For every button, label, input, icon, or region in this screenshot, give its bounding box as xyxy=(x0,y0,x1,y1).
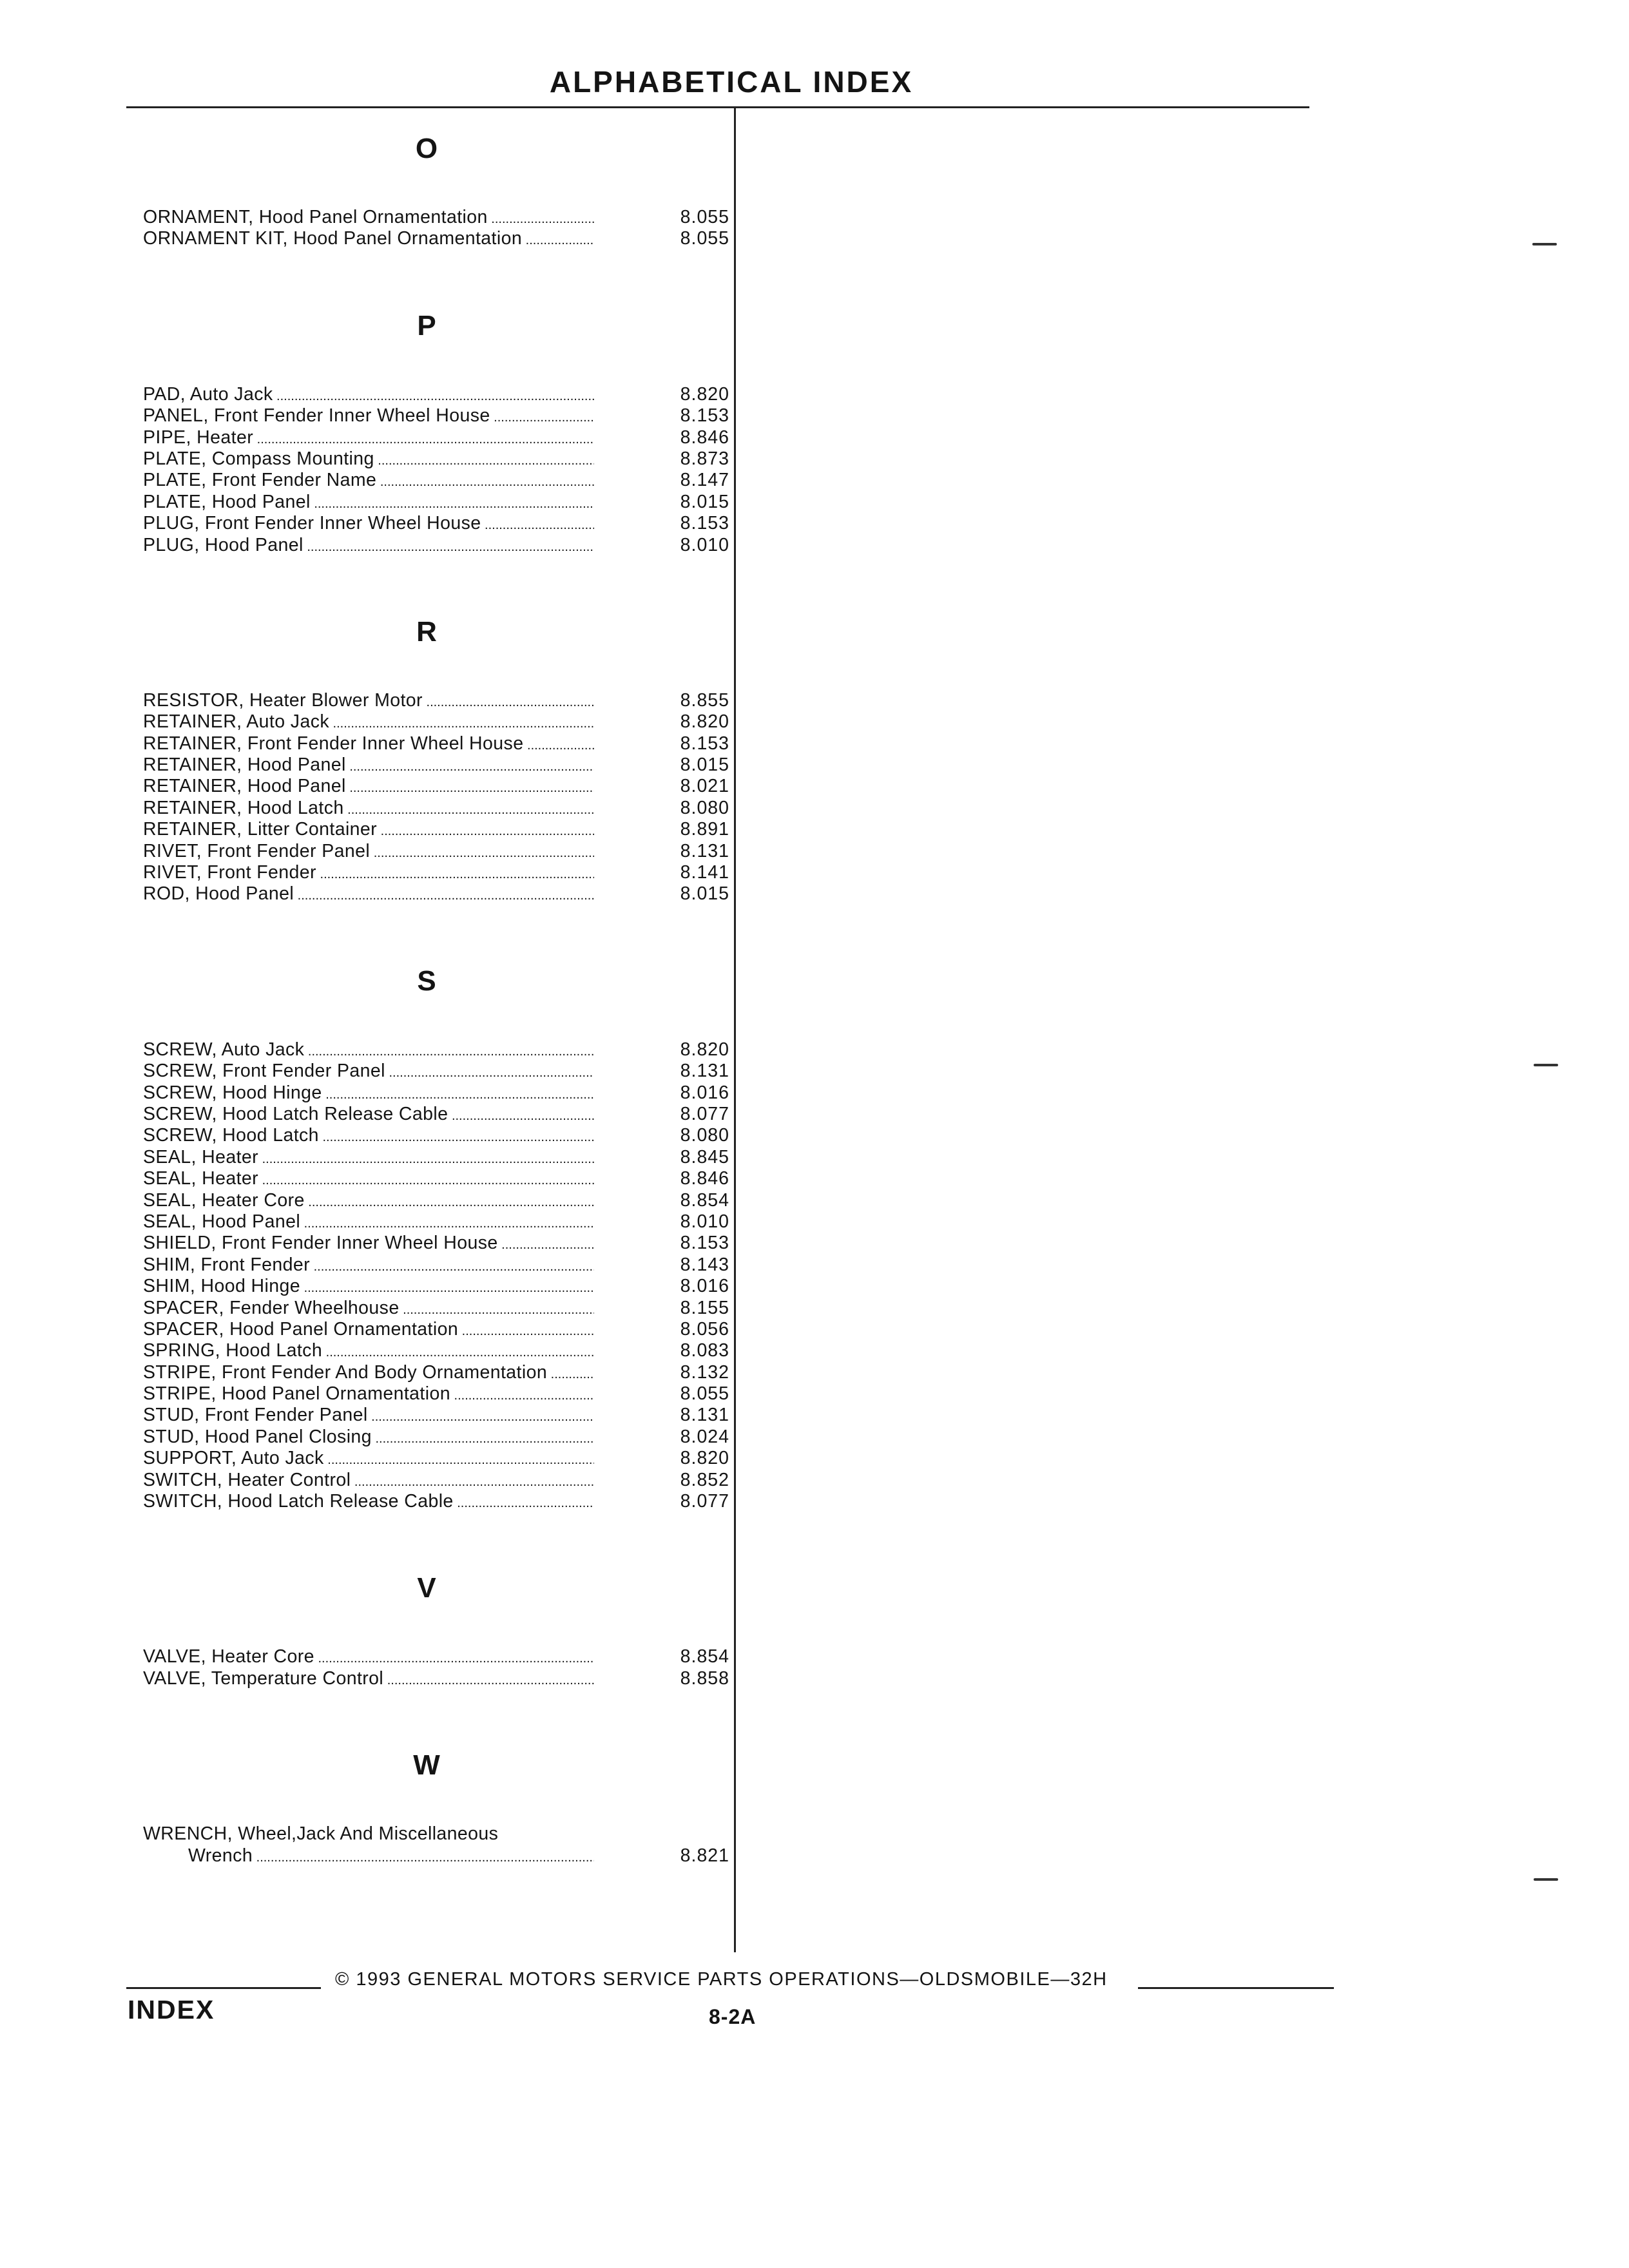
index-entry xyxy=(143,1254,729,1276)
index-entry xyxy=(143,1297,729,1319)
entry-label: RIVET, Front Fender ..... xyxy=(143,862,594,885)
title-rule xyxy=(126,106,1309,108)
entry-page-ref: 8.024 xyxy=(680,1426,729,1447)
entry-label: SWITCH, Heater Control ..... xyxy=(143,1470,594,1493)
entry-label: RETAINER, Auto Jack ..... xyxy=(143,711,594,735)
entry-page-ref: 8.155 xyxy=(680,1297,729,1318)
footer-rule-right xyxy=(1138,1987,1334,1989)
page-title: ALPHABETICAL INDEX xyxy=(549,65,914,99)
entry-page-ref: 8.077 xyxy=(680,1491,729,1512)
entry-label: WRENCH, Wheel,Jack And Miscellaneous xyxy=(143,1823,499,1845)
entry-label: STUD, Front Fender Panel ..... xyxy=(143,1405,594,1428)
index-section-r xyxy=(143,609,729,905)
entry-page-ref: 8.858 xyxy=(680,1667,729,1689)
margin-mark xyxy=(1532,243,1557,245)
entry-page-ref: 8.846 xyxy=(680,427,729,448)
section-letter: W xyxy=(413,1749,440,1782)
entry-label: PLATE, Compass Mounting ..... xyxy=(143,448,594,472)
entry-page-ref: 8.845 xyxy=(680,1146,729,1168)
entry-label: SHIELD, Front Fender Inner Wheel House ..... xyxy=(143,1233,594,1256)
index-entry xyxy=(143,1361,729,1383)
entry-label: STRIPE, Hood Panel Ornamentation ..... xyxy=(143,1383,594,1407)
index-entry xyxy=(143,448,729,470)
entry-label: RESISTOR, Heater Blower Motor ..... xyxy=(143,690,594,713)
index-entry xyxy=(143,1340,729,1361)
index-entry xyxy=(143,733,729,754)
entry-label: SHIM, Hood Hinge ..... xyxy=(143,1276,594,1299)
entry-page-ref: 8.153 xyxy=(680,733,729,754)
entry-page-ref: 8.015 xyxy=(680,491,729,512)
index-entry xyxy=(143,1845,729,1867)
index-entry xyxy=(143,1146,729,1168)
entry-label: SEAL, Heater ..... xyxy=(143,1147,594,1170)
entry-page-ref: 8.153 xyxy=(680,1233,729,1254)
index-entry xyxy=(143,862,729,883)
index-entry xyxy=(143,207,729,228)
index-entry xyxy=(143,689,729,711)
entry-label: SPRING, Hood Latch ..... xyxy=(143,1340,594,1363)
entry-page-ref: 8.147 xyxy=(680,470,729,491)
index-section-w xyxy=(143,1742,729,1867)
entry-page-ref: 8.821 xyxy=(680,1845,729,1866)
entry-label: VALVE, Heater Core ..... xyxy=(143,1646,594,1669)
entry-label: PLATE, Hood Panel ..... xyxy=(143,492,594,515)
index-entry xyxy=(143,1491,729,1512)
index-entry xyxy=(143,1125,729,1146)
entry-label: PLUG, Hood Panel ..... xyxy=(143,535,594,558)
entry-page-ref: 8.131 xyxy=(680,840,729,861)
index-entry xyxy=(143,797,729,819)
entry-page-ref: 8.132 xyxy=(680,1361,729,1383)
index-entry xyxy=(143,1383,729,1405)
index-entry xyxy=(143,534,729,556)
entry-page-ref: 8.080 xyxy=(680,1125,729,1146)
entry-label: SUPPORT, Auto Jack ..... xyxy=(143,1448,594,1471)
entry-page-ref: 8.077 xyxy=(680,1103,729,1124)
entry-page-ref: 8.820 xyxy=(680,383,729,405)
index-entry xyxy=(143,1276,729,1297)
margin-mark xyxy=(1534,1064,1558,1066)
entry-label: PLUG, Front Fender Inner Wheel House ..... xyxy=(143,513,594,536)
entry-page-ref: 8.016 xyxy=(680,1082,729,1103)
index-entry xyxy=(143,819,729,840)
entry-label: SHIM, Front Fender ..... xyxy=(143,1254,594,1278)
section-letter: V xyxy=(417,1572,436,1604)
index-entry xyxy=(143,1646,729,1667)
index-entry xyxy=(143,228,729,249)
column-divider xyxy=(734,108,736,1952)
index-entry xyxy=(143,1189,729,1211)
index-entry xyxy=(143,883,729,905)
index-column xyxy=(143,126,729,1919)
index-entry xyxy=(143,470,729,491)
entry-page-ref: 8.055 xyxy=(680,1383,729,1405)
entry-page-ref: 8.846 xyxy=(680,1168,729,1189)
index-entry xyxy=(143,1469,729,1491)
index-entry xyxy=(143,491,729,513)
index-entry xyxy=(143,1667,729,1689)
index-entry xyxy=(143,754,729,776)
index-entry xyxy=(143,1211,729,1233)
entry-label: PLATE, Front Fender Name ..... xyxy=(143,470,594,493)
entry-label: RETAINER, Hood Panel ..... xyxy=(143,754,594,778)
entry-page-ref: 8.143 xyxy=(680,1254,729,1275)
footer-rule-left xyxy=(126,1987,321,1989)
entry-page-ref: 8.855 xyxy=(680,689,729,711)
entry-page-ref: 8.083 xyxy=(680,1340,729,1361)
entry-label: PAD, Auto Jack ..... xyxy=(143,384,594,407)
entry-page-ref: 8.873 xyxy=(680,448,729,469)
entry-page-ref: 8.891 xyxy=(680,819,729,840)
footer-page-number: 8-2A xyxy=(709,2005,757,2028)
index-entry xyxy=(143,1082,729,1104)
margin-mark xyxy=(1534,1878,1558,1881)
entry-page-ref: 8.153 xyxy=(680,405,729,427)
index-entry xyxy=(143,1168,729,1189)
footer-section-name: INDEX xyxy=(128,1995,215,2024)
entry-label: ROD, Hood Panel ..... xyxy=(143,883,594,907)
entry-label: SCREW, Hood Latch Release Cable ..... xyxy=(143,1104,594,1127)
entry-label: SPACER, Hood Panel Ornamentation ..... xyxy=(143,1319,594,1342)
entry-label: STUD, Hood Panel Closing ..... xyxy=(143,1427,594,1450)
entry-label: SCREW, Hood Hinge ..... xyxy=(143,1082,594,1106)
entry-page-ref: 8.854 xyxy=(680,1189,729,1211)
entry-label: RETAINER, Hood Latch ..... xyxy=(143,798,594,821)
entry-page-ref: 8.131 xyxy=(680,1061,729,1082)
entry-label: Wrench ..... xyxy=(143,1845,594,1869)
entry-page-ref: 8.010 xyxy=(680,1211,729,1232)
index-entry xyxy=(143,427,729,448)
entry-page-ref: 8.820 xyxy=(680,711,729,733)
entry-label: SCREW, Auto Jack ..... xyxy=(143,1039,594,1062)
index-entry xyxy=(143,1318,729,1340)
footer-copyright: © 1993 GENERAL MOTORS SERVICE PARTS OPERATIONS—OLDSMOBILE—32H xyxy=(335,1969,1108,1990)
section-letter: R xyxy=(416,615,437,648)
entry-label: SCREW, Hood Latch ..... xyxy=(143,1125,594,1148)
entry-page-ref: 8.153 xyxy=(680,513,729,534)
entry-page-ref: 8.820 xyxy=(680,1448,729,1469)
entry-page-ref: 8.852 xyxy=(680,1469,729,1490)
index-entry xyxy=(143,405,729,427)
entry-page-ref: 8.854 xyxy=(680,1646,729,1667)
index-entry xyxy=(143,513,729,534)
index-entry xyxy=(143,1448,729,1469)
entry-label: SEAL, Heater Core ..... xyxy=(143,1190,594,1213)
entry-page-ref: 8.021 xyxy=(680,776,729,797)
entry-page-ref: 8.010 xyxy=(680,534,729,555)
entry-label: RETAINER, Litter Container ..... xyxy=(143,819,594,842)
section-letter: O xyxy=(415,133,438,164)
index-section-s xyxy=(143,958,729,1513)
index-entry xyxy=(143,383,729,405)
section-letter: S xyxy=(417,965,436,997)
entry-label: RETAINER, Front Fender Inner Wheel House ..... xyxy=(143,733,594,756)
entry-label: PANEL, Front Fender Inner Wheel House ..... xyxy=(143,405,594,428)
index-entry xyxy=(143,776,729,797)
entry-label: SCREW, Front Fender Panel ..... xyxy=(143,1061,594,1084)
index-entry xyxy=(143,711,729,733)
index-section-p xyxy=(143,303,729,556)
index-entry xyxy=(143,840,729,862)
entry-label: SEAL, Hood Panel ..... xyxy=(143,1211,594,1235)
entry-page-ref: 8.820 xyxy=(680,1039,729,1060)
entry-page-ref: 8.080 xyxy=(680,797,729,818)
entry-label: RETAINER, Hood Panel ..... xyxy=(143,776,594,799)
entry-page-ref: 8.056 xyxy=(680,1318,729,1340)
entry-page-ref: 8.055 xyxy=(680,228,729,249)
entry-label: ORNAMENT KIT, Hood Panel Ornamentation ..... xyxy=(143,228,594,251)
section-letter: P xyxy=(417,309,436,341)
index-entry xyxy=(143,1039,729,1061)
index-entry xyxy=(143,1233,729,1254)
entry-page-ref: 8.015 xyxy=(680,754,729,776)
index-section-o xyxy=(143,126,729,250)
index-entry xyxy=(143,1426,729,1448)
entry-page-ref: 8.016 xyxy=(680,1276,729,1297)
index-entry xyxy=(143,1405,729,1426)
entry-label: STRIPE, Front Fender And Body Ornamentation ..... xyxy=(143,1362,594,1385)
entry-page-ref: 8.055 xyxy=(680,207,729,227)
entry-label: RIVET, Front Fender Panel ..... xyxy=(143,841,594,864)
entry-page-ref: 8.141 xyxy=(680,862,729,883)
entry-label: SEAL, Heater ..... xyxy=(143,1168,594,1191)
entry-label: SPACER, Fender Wheelhouse ..... xyxy=(143,1298,594,1321)
index-entry xyxy=(143,1061,729,1082)
index-entry xyxy=(143,1823,723,1845)
entry-page-ref: 8.131 xyxy=(680,1405,729,1426)
entry-label: VALVE, Temperature Control ..... xyxy=(143,1668,594,1691)
index-section-v xyxy=(143,1565,729,1689)
entry-label: ORNAMENT, Hood Panel Ornamentation ..... xyxy=(143,207,594,230)
index-entry xyxy=(143,1103,729,1125)
entry-label: PIPE, Heater ..... xyxy=(143,427,594,450)
entry-page-ref: 8.015 xyxy=(680,883,729,905)
entry-label: SWITCH, Hood Latch Release Cable ..... xyxy=(143,1491,594,1514)
